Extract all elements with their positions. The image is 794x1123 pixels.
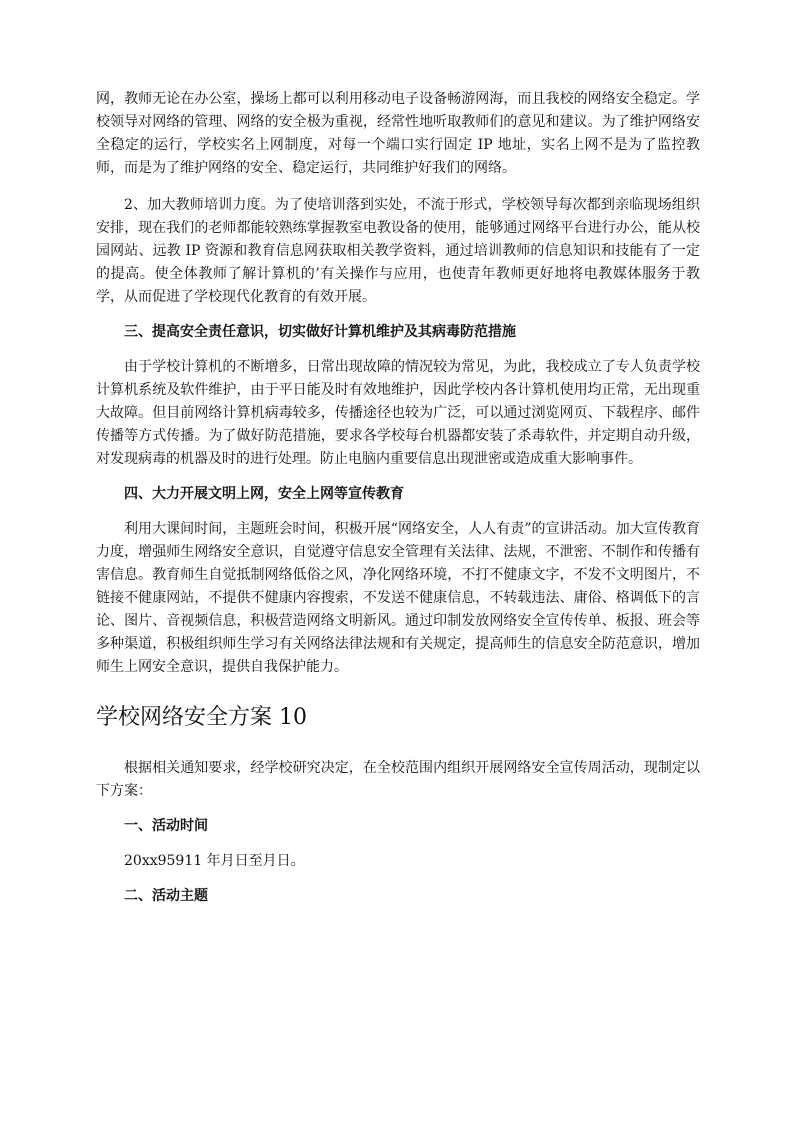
section-heading-security-awareness: 三、提高安全责任意识，切实做好计算机维护及其病毒防范措施 [124, 324, 516, 340]
spacer [96, 873, 700, 885]
section-heading-activity-time: 一、活动时间 [124, 818, 208, 834]
spacer [96, 506, 700, 518]
spacer [96, 309, 700, 321]
activity-date-line: 20xx95911 年月日至月日。 [124, 853, 305, 869]
paragraph-network-stability: 网，教师无论在办公室，操场上都可以利用移动电子设备畅游网海，而且我校的网络安全稳定。学校领导对网络的管理、网络的安全极为重视，经常性地听取教师们的意见和建议。为了维护网络安全稳定的运行，学校实名上网制度，对每一个端口实行固定 IP 地址，实名上网不是为了监控教师，而是为了维护网络的安全、稳定运行，共同维护好我们的网络。 [96, 91, 700, 176]
spacer [96, 679, 700, 703]
spacer [96, 733, 700, 757]
paragraph-teacher-training: 2、加大教师培训力度。为了使培训落到实处，不流于形式，学校领导每次都到亲临现场组织安排，现在我们的老师都能较熟练掌握教室电教设备的使用，能够通过网络平台进行办公，能从校园网站、远教 IP 资源和教育信息网获取相关教学资料，通过培训教师的信息知识和技能有了一定的提高。使全体教师了解计算机的’有关操作与应用，也使青年教师更好地将电教媒体服务于教学，从而促进了学校现代化教育的有效开展。 [96, 197, 700, 305]
section-heading-civilized-internet: 四、大力开展文明上网，安全上网等宣传教育 [124, 486, 404, 502]
paragraph-computer-maintenance: 由于学校计算机的不断增多，日常出现故障的情况较为常见，为此，我校成立了专人负责学校计算机系统及软件维护，由于平日能及时有效地维护，因此学校内各计算机使用均正常，无出现重大故障。但目前网络计算机病毒较多，传播途径也较为广泛，可以通过浏览网页、下载程序、邮件传播等方式传播。为了做好防范措施，要求各学校每台机器都安装了杀毒软件，并定期自动升级，对发现病毒的机器及时的进行处理。防止电脑内重要信息出现泄密或造成重大影响事件。 [96, 359, 700, 467]
document-page [96, 88, 700, 908]
spacer [96, 838, 700, 850]
paragraph-plan-intro: 根据相关通知要求，经学校研究决定，在全校范围内组织开展网络安全宣传周活动，现制定以下方案： [96, 760, 700, 799]
paragraph-publicity-education: 利用大课间时间，主题班会时间，积极开展“网络安全，人人有责”的宣讲活动。加大宣传教育力度，增强师生网络安全意识，自觉遵守信息安全管理有关法律、法规，不泄密、不制作和传播有害信息。教育师生自觉抵制网络低俗之风，净化网络环境，不打不健康文字，不发不文明图片，不链接不健康网站，不提供不健康内容搜索，不发送不健康信息，不转载违法、庸俗、格调低下的言论、图片、音视频信息，积极营造网络文明新风。通过印制发放网络安全宣传传单、板报、班会等多种渠道，积极组织师生学习有关网络法律法规和有关规定，提高师生的信息安全防范意识，增加师生上网安全意识，提供自我保护能力。 [96, 521, 700, 675]
spacer [96, 344, 700, 356]
spacer [96, 803, 700, 815]
section-heading-activity-theme: 二、活动主题 [124, 888, 208, 904]
spacer [96, 471, 700, 483]
spacer [96, 180, 700, 194]
document-section-title: 学校网络安全方案 10 [96, 705, 307, 730]
